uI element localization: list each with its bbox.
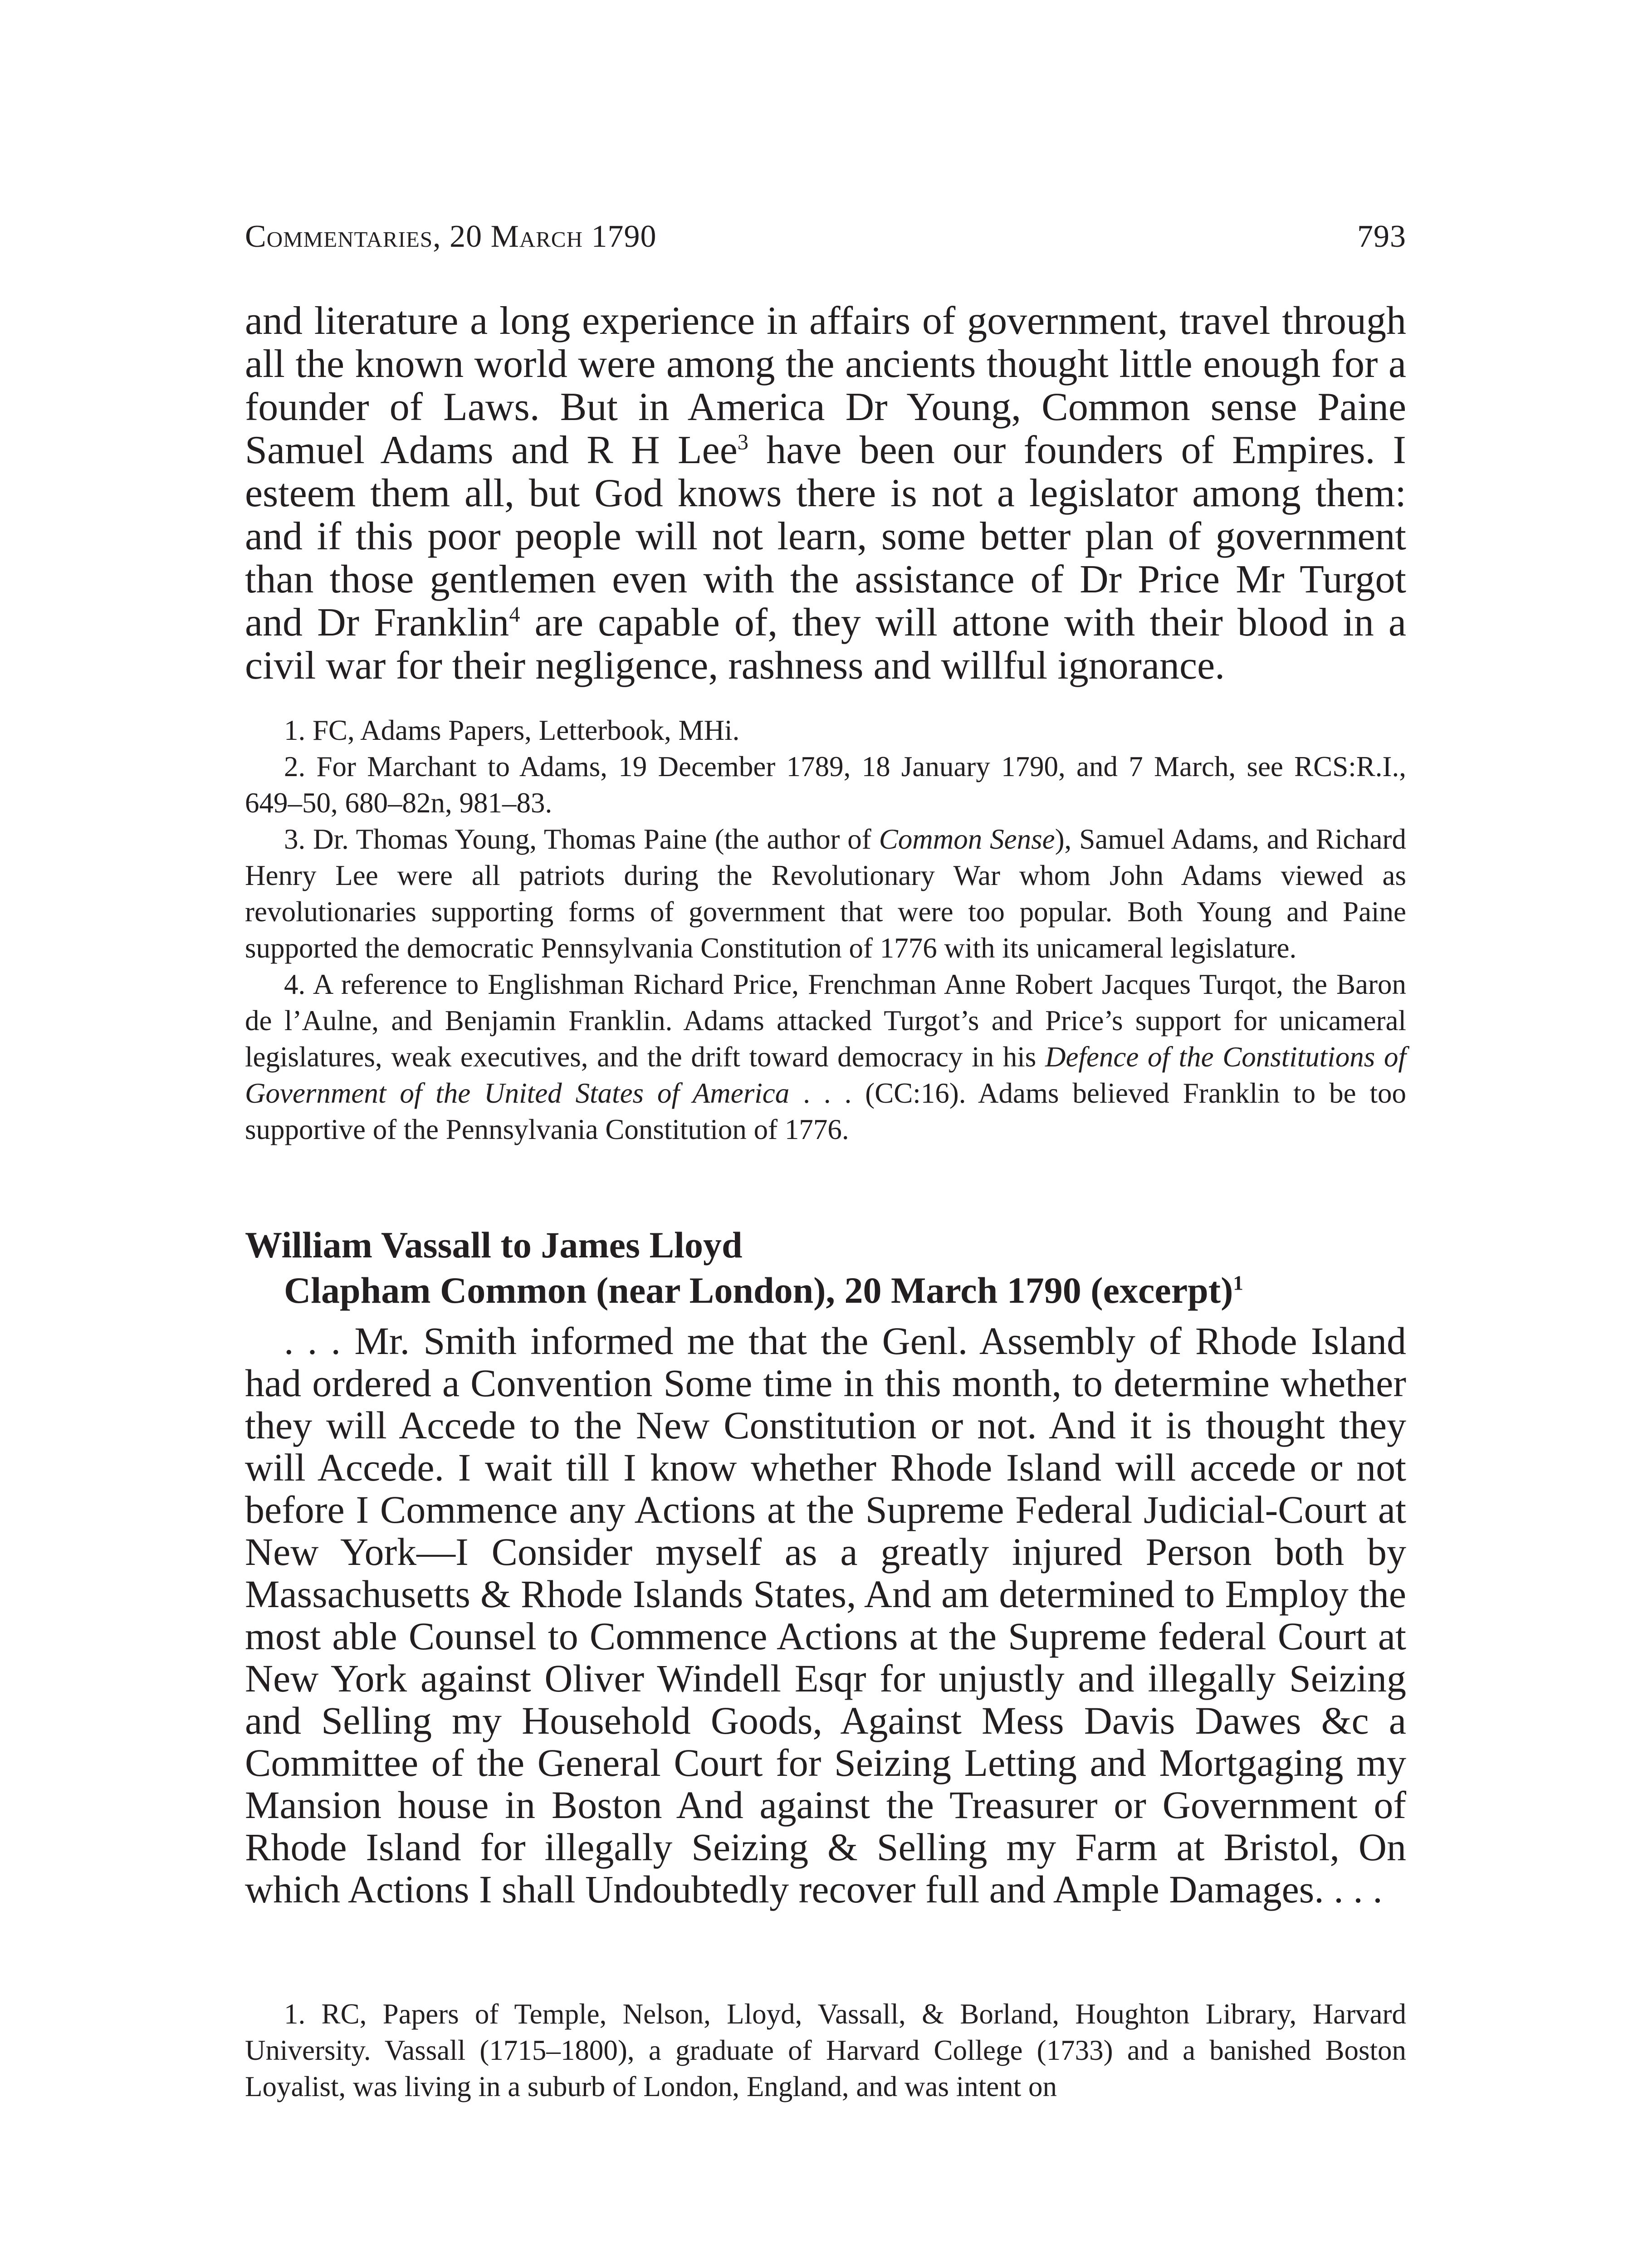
document-heading xyxy=(245,1222,1406,1313)
footnote-1: 1. FC, Adams Papers, Letterbook, MHi. xyxy=(284,714,740,746)
text-segment: and literature a long experience in affairs of government, travel through all the known world were among the ancients thought little enough for a founder of Laws. But in America Dr Young, Common sense Paine Samuel Adams and R H Lee xyxy=(245,299,1406,472)
footnote-italic-title: Defence of the Constitutions of Government of the United States of America xyxy=(245,1041,1406,1109)
footnote-2: 2. For Marchant to Adams, 19 December 1789, 18 January 1790, and 7 March, see RCS:R.I., 649–50, 680–82n, 981–83. xyxy=(245,751,1406,819)
page-number: 793 xyxy=(1357,219,1406,254)
text-segment: have been our founders of Empires. I esteem them all, but God knows there is not a legislator among them: and if this poor people will not learn, some better plan of government than those gentlemen even with the assistance of Dr Price Mr Turgot and Dr Franklin xyxy=(245,428,1406,645)
text-segment: are capable of, they will attone with their blood in a civil war for their negligence, rashness and willful ignorance. xyxy=(245,601,1407,688)
running-head-title: Commentaries, 20 March 1790 xyxy=(245,219,657,254)
paragraph xyxy=(245,299,1406,687)
footnote-ref-4: 4 xyxy=(509,602,520,627)
excerpt-text xyxy=(245,1320,1406,1911)
footnote-4 xyxy=(245,966,1406,1148)
paragraph: . . . Mr. Smith informed me that the Genl. Assembly of Rhode Island had ordered a Convention Some time in this month, to determine whether they will Accede to the New Constitution or not. And it is thought they will Accede. I wait till I know whether Rhode Island will accede or not before I Commence any Actions at the Supreme Federal Judicial-Court at New York—I Consider myself as a greatly injured Person both by Massachusetts & Rhode Islands States, And am determined to Employ the most able Counsel to Commence Actions at the Supreme federal Court at New York against Oliver Windell Esqr for unjustly and illegally Seizing and Selling my Household Goods, Against Mess Davis Dawes &c a Committee of the General Court for Seizing Letting and Mortgaging my Mansion house in Boston And against the Treasurer or Government of Rhode Island for illegally Seizing & Selling my Farm at Bristol, On which Actions I shall Undoubtedly recover full and Ample Damages. . . . xyxy=(245,1319,1406,1911)
document-dateline xyxy=(245,1268,1406,1313)
document-title: William Vassall to James Lloyd xyxy=(245,1224,743,1266)
footnote-text: 4. A reference to Englishman Richard Price, Frenchman Anne Robert Jacques Turqot, the Baron de l’Aulne, and Benjamin Franklin. Adams attacked Turgot’s and Price’s support for unicameral legislatures, weak executives, and the drift toward democracy in his xyxy=(245,968,1406,1073)
footnote-text: ), Samuel Adams, and Richard Henry Lee were all patriots during the Revolutionary War whom John Adams viewed as revolutionaries supporting forms of government that were too popular. Both Young and Paine supported the democratic Pennsylvania Constitution of 1776 with its unicameral legislature. xyxy=(245,823,1407,964)
continued-letter-text xyxy=(245,299,1406,687)
footnote-italic-title: Common Sense xyxy=(879,823,1055,855)
dateline-text: Clapham Common (near London), 20 March 1790 (excerpt) xyxy=(284,1270,1233,1311)
footnotes-section xyxy=(245,1996,1406,2105)
footnotes-section xyxy=(245,712,1406,1148)
footnote-text: 3. Dr. Thomas Young, Thomas Paine (the author of xyxy=(284,823,879,855)
footnote-3 xyxy=(245,821,1406,966)
footnote-text: . . . (CC:16). Adams believed Franklin to be too supportive of the Pennsylvania Constitution of 1776. xyxy=(245,1077,1406,1145)
footnote-ref-3: 3 xyxy=(737,430,748,455)
footnote-ref-1: 1 xyxy=(1233,1271,1243,1295)
footnote-1: 1. RC, Papers of Temple, Nelson, Lloyd, Vassall, & Borland, Houghton Library, Harvard University. Vassall (1715–1800), a graduate of Harvard College (1733) and a banished Boston Loyalist, was living in a suburb of London, England, and was intent on xyxy=(245,1998,1406,2102)
running-head xyxy=(245,219,1406,264)
